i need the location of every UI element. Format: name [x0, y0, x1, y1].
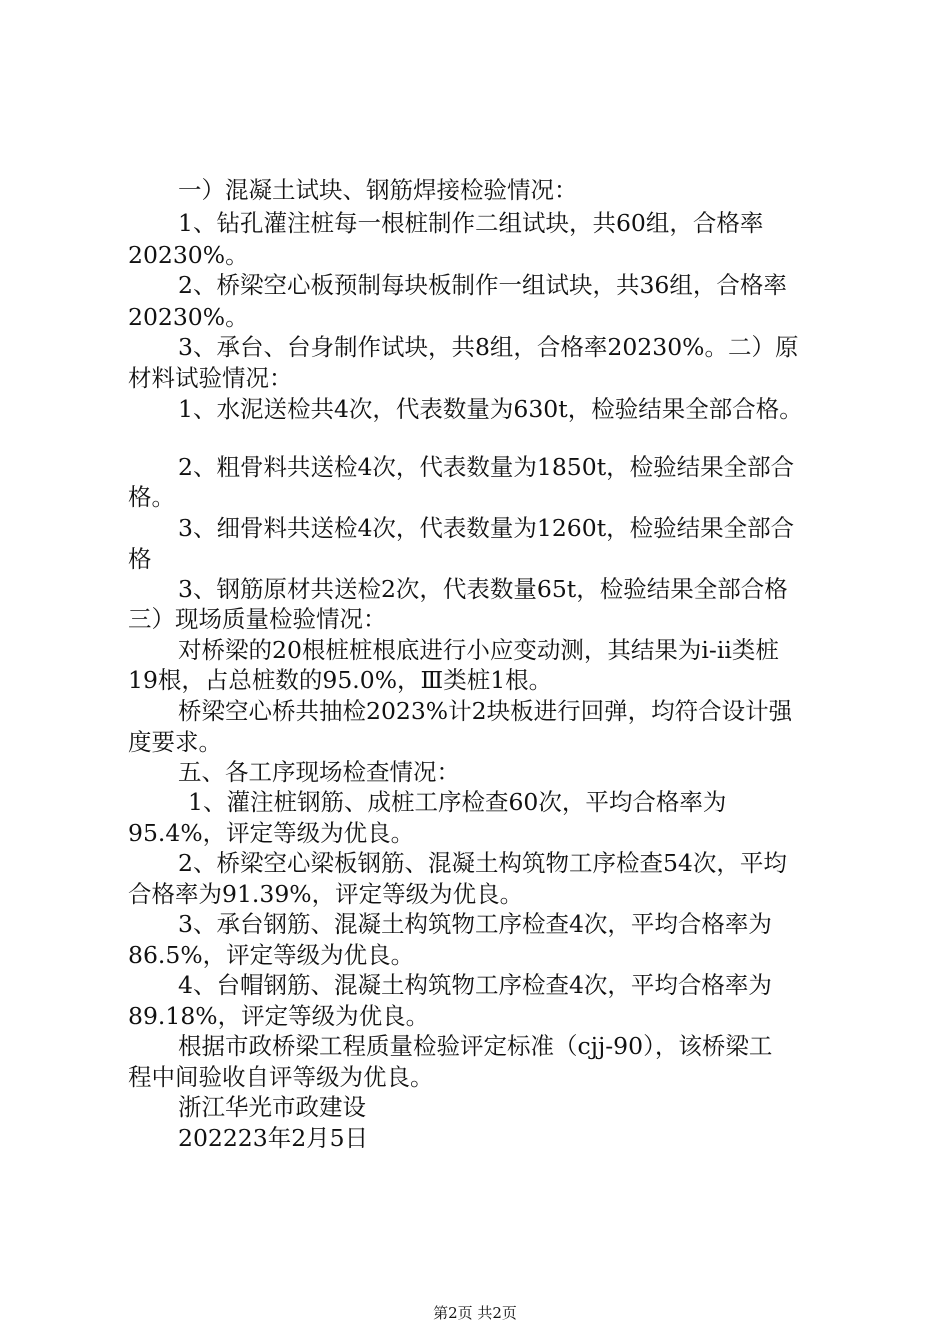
- paragraph-line: 3、细骨料共送检4次，代表数量为1260t，检验结果全部合: [178, 514, 795, 542]
- paragraph-line: 2、粗骨料共送检4次，代表数量为1850t，检验结果全部合: [178, 453, 795, 481]
- paragraph-line: 3、承台钢筋、混凝土构筑物工序检查4次，平均合格率为: [178, 910, 772, 938]
- paragraph-line: 20230%。: [128, 303, 249, 331]
- paragraph-line: 89.18%，评定等级为优良。: [128, 1002, 430, 1030]
- paragraph-line: 95.4%，评定等级为优良。: [128, 819, 415, 847]
- paragraph-line: 材料试验情况：: [128, 364, 293, 392]
- section-heading: 五、各工序现场检查情况：: [178, 758, 460, 786]
- paragraph-line: 度要求。: [128, 728, 222, 756]
- paragraph-line: 对桥梁的20根桩桩根底进行小应变动测，其结果为i-ii类桩: [178, 636, 779, 664]
- section-heading: 三）现场质量检验情况：: [128, 605, 387, 633]
- paragraph-line: 合格率为91.39%，评定等级为优良。: [128, 880, 524, 908]
- paragraph-line: 格: [128, 545, 152, 573]
- paragraph-line: 程中间验收自评等级为优良。: [128, 1063, 434, 1091]
- paragraph-line: 根据市政桥梁工程质量检验评定标准（cjj-90），该桥梁工: [178, 1032, 773, 1060]
- paragraph-line: 20230%。: [128, 241, 249, 269]
- paragraph-line: 2、桥梁空心板预制每块板制作一组试块，共36组，合格率: [178, 271, 787, 299]
- signature-organization: 浙江华光市政建设: [178, 1093, 366, 1121]
- paragraph-line: 19根，占总桩数的95.0%，Ⅲ类桩1根。: [128, 666, 553, 694]
- paragraph-line: 桥梁空心桥共抽检2023%计2块板进行回弹，均符合设计强: [178, 697, 793, 725]
- paragraph-line: 格。: [128, 483, 175, 511]
- page-number-footer: 第2页 共2页: [433, 1304, 517, 1322]
- paragraph-line: 1、钻孔灌注桩每一根桩制作二组试块，共60组，合格率: [178, 209, 764, 237]
- paragraph-line: 86.5%，评定等级为优良。: [128, 941, 415, 969]
- paragraph-line: 1、灌注桩钢筋、成桩工序检查60次，平均合格率为: [188, 788, 727, 816]
- paragraph-line: 3、承台、台身制作试块，共8组，合格率20230%。二）原: [178, 333, 799, 361]
- paragraph-line: 1、水泥送检共4次，代表数量为630t，检验结果全部合格。: [178, 395, 803, 423]
- section-heading: 一）混凝土试块、钢筋焊接检验情况：: [178, 176, 578, 204]
- paragraph-line: 3、钢筋原材共送检2次，代表数量65t，检验结果全部合格: [178, 575, 788, 603]
- signature-date: 202223年2月5日: [178, 1124, 369, 1152]
- paragraph-line: 4、台帽钢筋、混凝土构筑物工序检查4次，平均合格率为: [178, 971, 772, 999]
- paragraph-line: 2、桥梁空心梁板钢筋、混凝土构筑物工序检查54次，平均: [178, 849, 787, 877]
